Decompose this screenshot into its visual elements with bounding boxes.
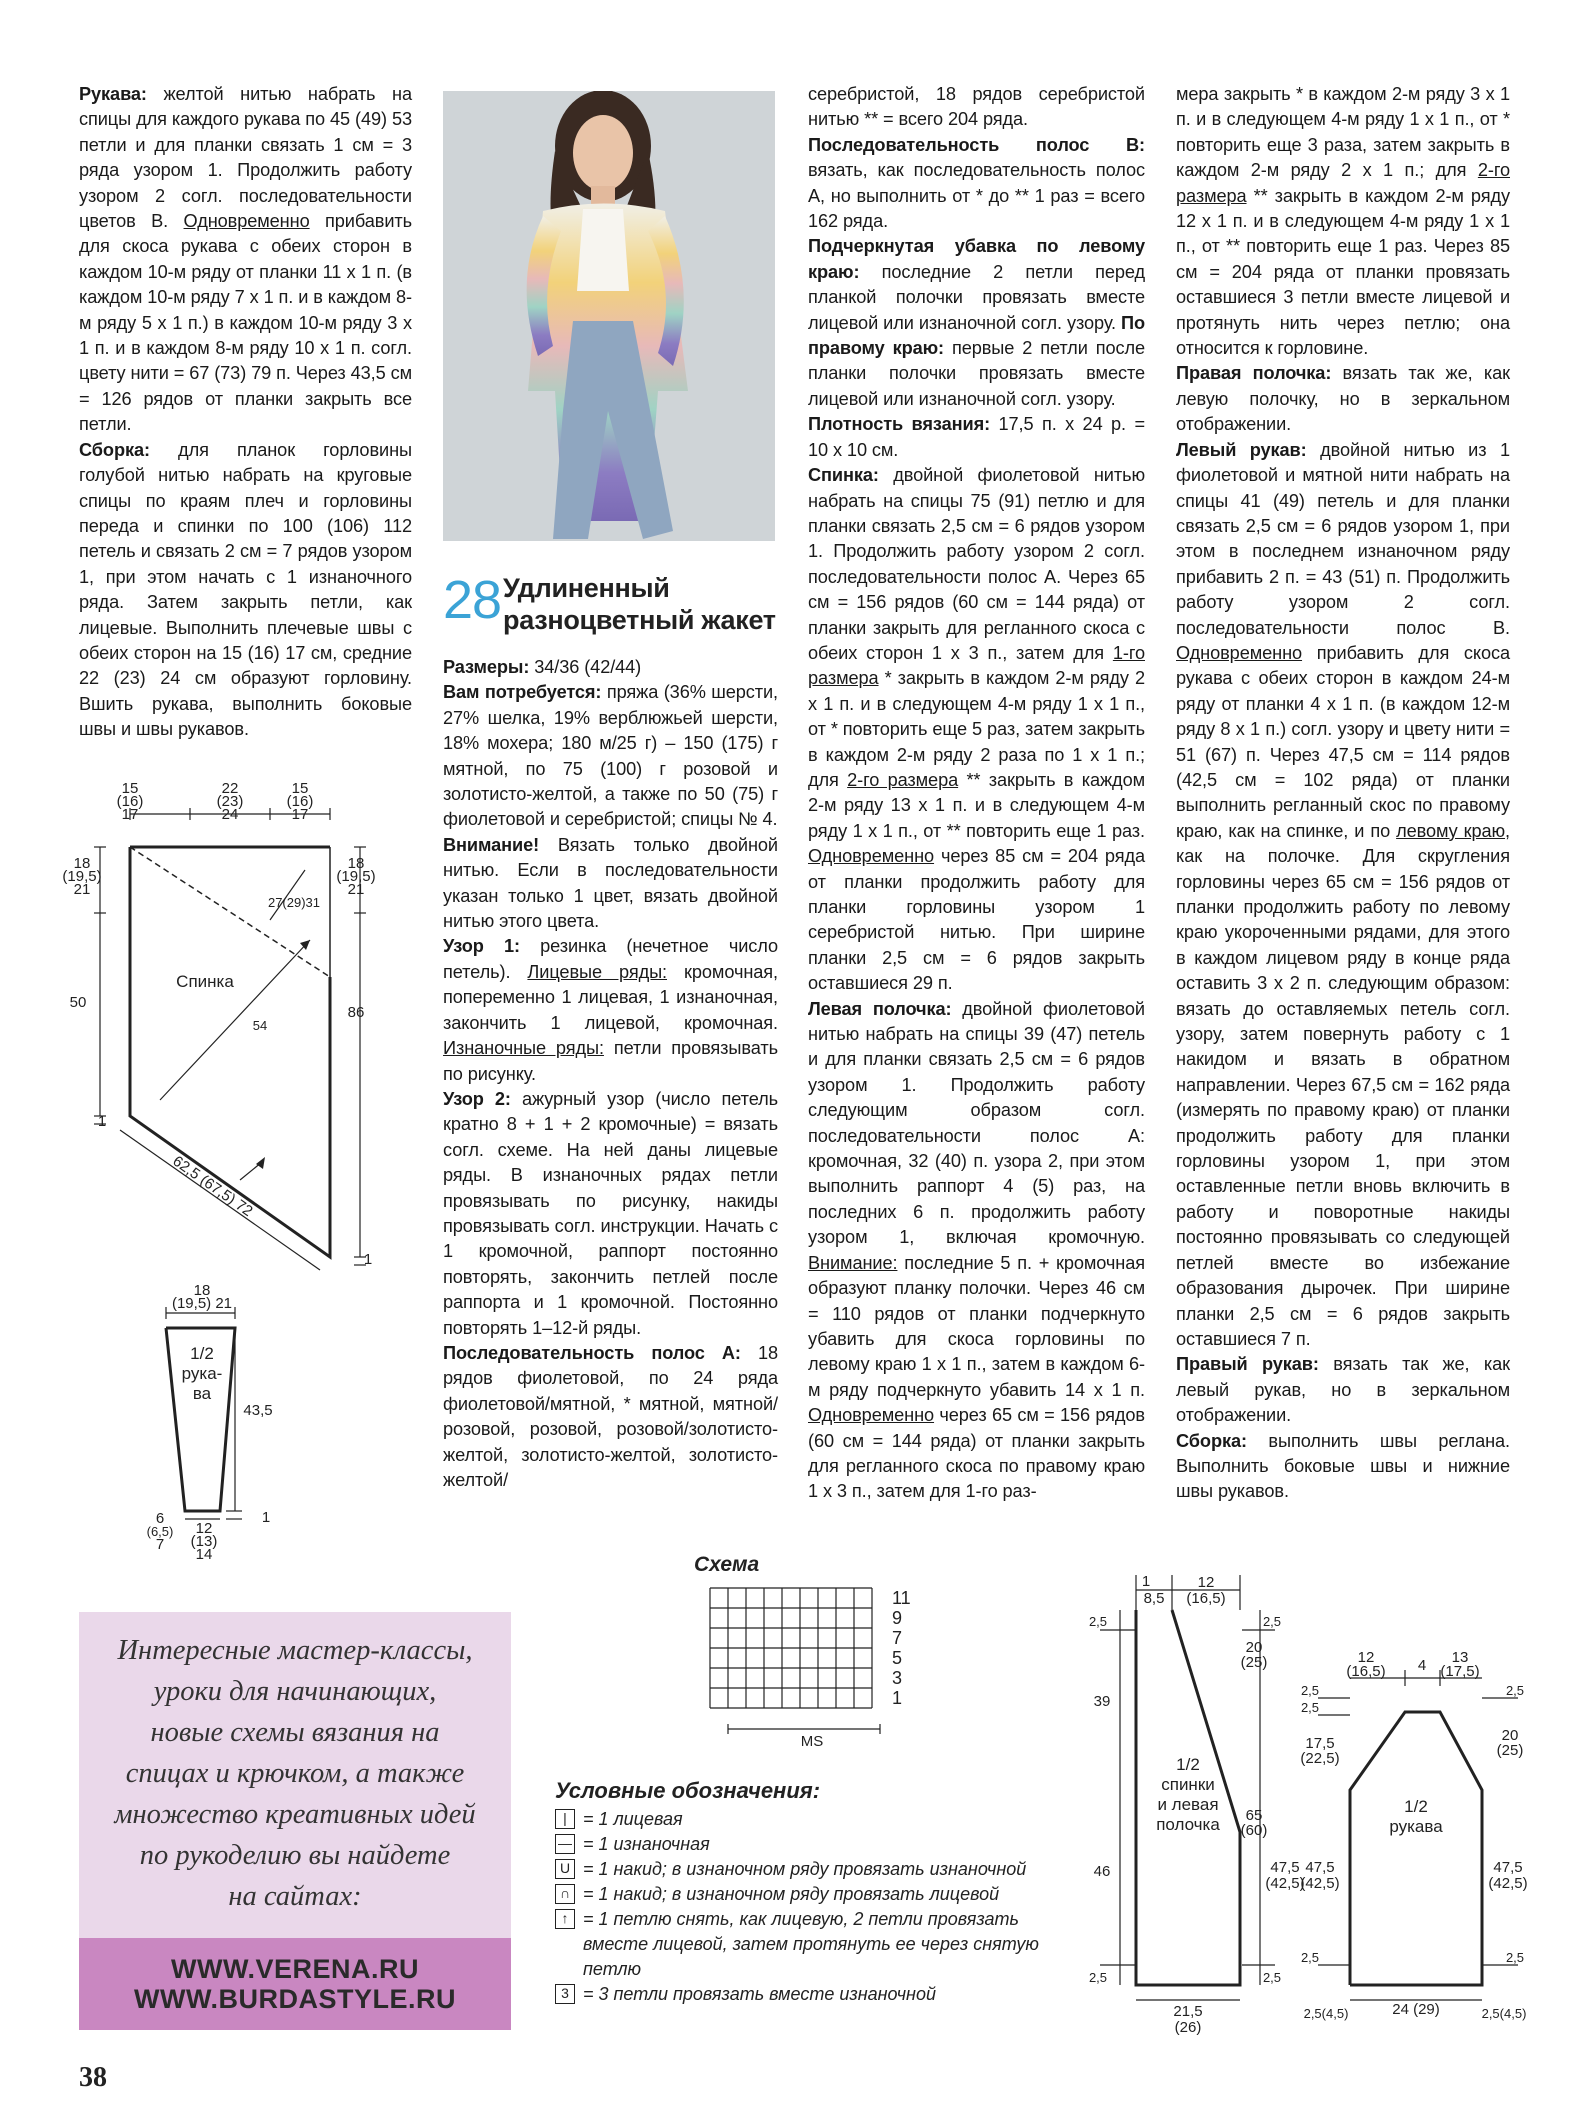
svg-text:24: 24 [221,806,239,823]
dim-shoulder: 15 [121,780,139,797]
svg-text:(25): (25) [1496,1742,1524,1759]
svg-text:рука-: рука- [181,1364,223,1383]
pattern2-paragraph: Узор 2: ажурный узор (число петель кратно 8 + 1 + 2 кромочные) = вязать согл. схеме. На ней даны лицевые ряды. В изнаночных рядах петли провязывать по рисунку, накиды провязывать согл. инструкции. Начать с 1 кромочной, раппорт постоянно повторять, закончить петлей после раппорта и 1 кромочной. Постоянно повторять 1–12-й ряды. [443,1088,778,1338]
sleeves-paragraph: Рукава: желтой нитью набрать на спицы для каждого рукава по 45 (49) 53 петли и для планки связать 1 см = 3 ряда узором 1. Продолжить работу узором 2 согл. последовательности цветов В. Одновременно прибавить для скоса рукава с обеих сторон в каждом 10-м ряду от планки 11 х 1 п. (в каждом 10-м ряду 7 х 1 п. и в каждом 8-м ряду 5 х 1 п.) в каждом 10-м ряду 3 х 1 п. и в каждом 8-м ряду 10 х 1 п. согл. цвету нити = 67 (73) 79 п. Через 43,5 см = 126 рядов от планки закрыть все петли. [79,84,412,435]
svg-text:8,5: 8,5 [1143,1590,1165,1607]
svg-text:2,5: 2,5 [1505,1950,1525,1965]
svg-text:43,5: 43,5 [243,1402,273,1419]
chart-row-label: 9 [892,1608,903,1628]
purl3tog-icon: 3 [555,1984,575,2004]
chart-row-label: 11 [892,1588,911,1608]
sizes-paragraph: Размеры: 34/36 (42/44) [443,657,642,677]
svg-text:(16): (16) [286,793,314,810]
right-front-paragraph: Правая полочка: вязать так же, как левую полочку, но в зеркальном отображении. [1176,363,1510,435]
svg-text:2,5: 2,5 [1262,1614,1282,1629]
legend-item: | = 1 лицевая [555,1807,1075,1832]
dim-neck: 22 [221,780,239,797]
right-sleeve-paragraph: Правый рукав: вязать так же, как левый рукав, но в зеркальном отображении. [1176,1354,1510,1426]
svg-text:(16,5): (16,5) [1346,1663,1386,1680]
svg-text:(19,5): (19,5) [336,868,376,885]
purl-icon: — [555,1834,575,1854]
svg-text:(17,5): (17,5) [1440,1663,1480,1680]
svg-text:2,5: 2,5 [1262,1970,1282,1985]
back-pattern-diagram [60,780,380,1290]
svg-text:(60): (60) [1240,1822,1268,1839]
svg-text:2,5: 2,5 [1088,1970,1108,1985]
promo-box [79,1612,511,2030]
svg-text:(22,5): (22,5) [1300,1750,1340,1767]
svg-text:47,5: 47,5 [1305,1859,1335,1876]
svg-text:47,5: 47,5 [1270,1859,1300,1876]
svg-text:21: 21 [347,881,365,898]
gauge-paragraph: Плотность вязания: 17,5 п. х 24 р. = 10 х 10 см. [808,414,1145,460]
svg-text:(26): (26) [1174,2019,1202,2036]
column-1 [79,82,412,743]
svg-text:4: 4 [1417,1657,1427,1674]
svg-text:2,5(4,5): 2,5(4,5) [1303,2006,1349,2021]
promo-links [79,1938,511,2030]
svg-text:полочка: полочка [1156,1815,1220,1834]
legend-item: ↑ = 1 петлю снять, как лицевую, 2 петли провязать вместе лицевой, затем протянуть ее через снятую петлю [555,1907,1075,1982]
svg-text:12: 12 [1197,1574,1215,1591]
svg-text:2,5: 2,5 [1300,1700,1320,1715]
chart-row-label: 7 [892,1628,903,1648]
front-label: 1/2 [1176,1755,1200,1774]
svg-text:18: 18 [73,855,91,872]
svg-text:20: 20 [1501,1727,1519,1744]
model-photo-illustration [443,91,775,541]
svg-text:24 (29): 24 (29) [1392,2001,1440,2018]
svg-text:54: 54 [252,1018,268,1033]
pattern1-paragraph: Узор 1: резинка (нечетное число петель). Лицевые ряды: кромочная, попеременно 1 лицевая, 1 изнаночная, закончить 1 лицевой, кромочная. Изнаночные ряды: петли провязывать по рисунку. [443,936,778,1084]
model-photo [443,91,775,541]
link-burdastyle[interactable]: WWW.BURDASTYLE.RU [134,1984,456,2014]
svg-text:62,5 (67,5) 72: 62,5 (67,5) 72 [169,1152,256,1221]
materials-paragraph: Вам потребуется: пряжа (36% шерсти, 27% шелка, 19% верблюжьей шерсти, 18% мохера; 180 м/25 г) – 150 (175) г мятной, по 75 (100) г розовой и золотисто-желтой, а также по 50 (75) г фиолетовой и серебристой; спицы № 4. [443,682,778,830]
svg-text:и левая: и левая [1157,1795,1219,1814]
double-decrease-icon: ↑ [555,1909,575,1929]
svg-text:15: 15 [291,780,309,797]
legend-item: — = 1 изнаночная [555,1832,1075,1857]
svg-text:27(29)31: 27(29)31 [267,895,321,910]
pattern-title [443,568,783,638]
back-paragraph: Спинка: двойной фиолетовой нитью набрать на спицы 75 (91) петлю и для планки связать 2,5 см = 6 рядов узором 1. Продолжить работу узором 2 согл. последовательности полос А. Через 65 см = 156 рядов (60 см = 144 ряда) от планки закрыть для регланного скоса с обеих сторон 1 х 3 п., затем для 1-го размера * закрыть в каждом 2-м ряду 2 х 1 п. и в следующем 4-м ряду 1 х 1 п., от * повторить еще 5 раз, затем закрыть в каждом 2-м ряду 2 раза по 1 х 1 п.; для 2-го размера ** закрыть в каждом 2-м ряду 13 х 1 п. и в следующем 4-м ряду 1 х 1 п., от ** повторить еще 1 раз. Одновременно через 85 см = 204 ряда от планки продолжить работу для планки горловины узором 1 серебристой нитью. При ширине планки 2,5 см = 6 рядов закрыть оставшиеся 29 п. [808,465,1145,994]
column-2 [443,655,778,1493]
sleeve-label: 1/2 [190,1344,214,1363]
chart-row-label: 5 [892,1648,903,1668]
svg-text:(19,5) 21: (19,5) 21 [171,1295,233,1312]
svg-text:14: 14 [195,1546,213,1563]
svg-text:(42,5): (42,5) [1265,1875,1305,1892]
svg-text:(16,5): (16,5) [1186,1590,1226,1607]
svg-text:2,5(4,5): 2,5(4,5) [1481,2006,1527,2021]
sleeve2-label: 1/2 [1404,1797,1428,1816]
svg-text:12: 12 [195,1520,213,1537]
assembly-paragraph: Сборка: для планок горловины голубой нитью набрать на круговые спицы по краям плеч и горловины переда и спинки по 100 (106) 112 петель и связать 2 см = 7 рядов узором 1, при этом начать с 1 изнаночного ряда. Затем закрыть петли, как лицевые. Выполнить плечевые швы с обеих сторон на 15 (16) 17 см, средние 22 (23) 24 см образуют горловину. Вшить рукава, выполнить боковые швы и швы рукавов. [79,439,412,740]
svg-text:(25): (25) [1240,1654,1268,1671]
svg-text:2,5: 2,5 [1505,1683,1525,1698]
svg-text:(19,5): (19,5) [62,868,102,885]
svg-text:39: 39 [1093,1693,1111,1710]
schema-ms-label: MS [800,1733,824,1750]
back-label: Спинка [176,972,234,991]
chart-row-label: 3 [892,1668,903,1688]
promo-text: Интересные мастер-классы, уроки для начинающих, новые схемы вязания на спицах и крючком, а также множество креативных идей по рукоделию вы найдете на сайтах: [114,1635,476,1912]
svg-text:ва: ва [192,1384,212,1403]
legend-item: ∩ = 1 накид; в изнаночном ряду провязать лицевой [555,1882,1075,1907]
svg-text:2,5: 2,5 [1300,1950,1320,1965]
svg-text:47,5: 47,5 [1493,1859,1523,1876]
svg-text:86: 86 [347,1004,365,1021]
svg-text:17: 17 [291,806,309,823]
raglan-sleeve-diagram [1290,1640,1540,2040]
svg-text:(16): (16) [116,793,144,810]
svg-text:рукава: рукава [1389,1817,1443,1836]
left-front-continued: мера закрыть * в каждом 2-м ряду 3 х 1 п. и в следующем 4-м ряду 1 х 1 п., от * повторить еще 3 раза, затем закрыть в каждом 2-м ряду 2 х 1 п.; для 2-го размера ** закрыть в каждом 2-м ряду 12 х 1 п. и в следующем 4-м ряду 1 х 1 п., от ** повторить еще 1 раз. Через 85 см = 204 ряда от планки провязать оставшиеся 3 петли вместе лицевой и протянуть нить через петлю; она относится к горловине. [1176,84,1510,359]
sleeve-pattern-diagram [140,1283,290,1583]
yarn-over-purl-icon: U [555,1859,575,1879]
svg-text:18: 18 [347,855,365,872]
svg-text:(42,5): (42,5) [1300,1875,1340,1892]
svg-text:18: 18 [193,1283,211,1299]
svg-text:(13): (13) [190,1533,218,1550]
svg-text:6: 6 [155,1510,165,1527]
stripe-seq-a-paragraph: Последовательность полос А: 18 рядов фиолетовой, по 24 ряда фиолетовой/мятной, * мятной, мятной/розовой, розовой, розовой/золотисто-желтой, золотисто-желтой, золотисто-желтой/ [443,1342,778,1490]
svg-text:(6,5): (6,5) [146,1524,174,1539]
stitch-chart [690,1584,950,1754]
left-front-paragraph: Левая полочка: двойной фиолетовой нитью набрать на спицы 39 (47) петель и для планки связать 2,5 см = 6 рядов узором 1. Продолжить работу следующим образом согл. последовательности полос А: кромочная, 32 (40) п. узора 2, при этом выполнить раппорт 4 (5) раз, на последних 6 п. продолжить работу узором 1, включая кромочную. Внимание: последние 5 п. + кромочная образуют планку полочки. Через 46 см = 110 рядов от планки подчеркнуто убавить для скоса горловины по левому краю 1 х 1 п., затем в каждом 6-м ряду подчеркнуто убавить 14 х 1 п. Одновременно через 65 см = 156 рядов (60 см = 144 ряда) от планки закрыть для регланного скоса по правому краю 1 х 3 п., затем для 1-го раз- [808,998,1145,1502]
column-4 [1176,82,1510,1505]
link-verena[interactable]: WWW.VERENA.RU [171,1954,419,1984]
legend [555,1778,1075,2007]
pattern-name: Удлиненный разноцветный жакет [503,573,776,635]
svg-text:1: 1 [363,1251,373,1268]
svg-text:17: 17 [121,806,139,823]
svg-text:21: 21 [73,881,91,898]
left-sleeve-paragraph: Левый рукав: двойной нитью из 1 фиолетовой и мятной нити набрать на спицы 41 (49) петель и для планки связать 2,5 см = 6 рядов узором 1, при этом в последнем изнаночном ряду прибавить 2 п. = 43 (51) п. Продолжить работу узором 2 согл. последовательности полос В. Одновременно прибавить для скоса рукава с обеих сторон в каждом 24-м ряду от планки 4 х 1 п. (в каждом 12-м ряду 8 х 1 п.) согл. узору и цвету нити = 51 (67) п. Через 47,5 см = 114 рядов (42,5 см = 102 ряда) от планки выполнить регланный скос по правому краю, как на спинке, и по левому краю, как на полочке. Для скругления горловины через 65 см = 156 рядов от планки продолжить работу по левому краю укороченными рядами, для этого в каждом лицевом ряду в конце ряда оставить 3 х 2 п. следующим образом: вязать до оставляемых петель согл. узору, затем повернуть работу с 1 накидом и вязать в обратном направлении. Через 67,5 см = 162 ряда (измерять по правому краю) от планки продолжить работу для планки горловины узором 1, при этом оставленные петли вновь включить в работу и поворотные накиды постоянно провязывать со следующей петлей вместе во избежание образования дырочек. При ширине планки 2,5 см = 6 рядов закрыть оставшиеся 7 п. [1176,439,1510,1349]
seq-a-continued: серебристой, 18 рядов серебристой нитью ** = всего 204 ряда. [808,84,1145,130]
svg-text:2,5: 2,5 [1300,1683,1320,1698]
svg-text:46: 46 [1093,1863,1111,1880]
yarn-over-knit-icon: ∩ [555,1884,575,1904]
svg-text:(23): (23) [216,793,244,810]
knit-icon: | [555,1809,575,1829]
svg-text:13: 13 [1451,1649,1469,1666]
legend-title: Условные обозначения: [555,1778,821,1803]
svg-text:2,5: 2,5 [1088,1614,1108,1629]
svg-text:(42,5): (42,5) [1488,1875,1528,1892]
svg-text:21,5: 21,5 [1173,2003,1203,2020]
edge-decrease-paragraph: Подчеркнутая убавка по левому краю: последние 2 петли перед планкой полочки провязать вместе лицевой или изнаночной согл. узору. По правому краю: первые 2 петли после планки полочки провязать вместе лицевой или изнаночной согл. узору. [808,236,1145,409]
pattern-number: 28 [443,570,502,630]
svg-text:7: 7 [155,1536,165,1553]
svg-text:17,5: 17,5 [1305,1735,1335,1752]
column-3 [808,82,1145,1505]
legend-item: U = 1 накид; в изнаночном ряду провязать изнаночной [555,1857,1075,1882]
svg-text:12: 12 [1357,1649,1375,1666]
svg-text:50: 50 [69,994,87,1011]
svg-text:1: 1 [97,1113,107,1130]
svg-text:1: 1 [1141,1573,1151,1590]
svg-text:1: 1 [261,1509,271,1526]
svg-text:65: 65 [1245,1807,1263,1824]
schema-title: Схема [694,1553,760,1576]
stripe-seq-b-paragraph: Последовательность полос В: вязать, как последовательность полос А, но выполнить от * до ** 1 раз = всего 162 ряда. [808,134,1145,232]
legend-item: 3 = 3 петли провязать вместе изнаночной [555,1982,1075,2007]
assembly2-paragraph: Сборка: выполнить швы реглана. Выполнить боковые швы и нижние швы рукавов. [1176,1430,1510,1502]
svg-text:спинки: спинки [1161,1775,1215,1794]
svg-text:20: 20 [1245,1639,1263,1656]
chart-row-label: 1 [892,1688,903,1708]
attention-paragraph: Внимание! Вязать только двойной нитью. Если в последовательности указан только 1 цвет, вязать двойной нитью этого цвета. [443,834,778,932]
page-number: 38 [79,2062,107,2093]
